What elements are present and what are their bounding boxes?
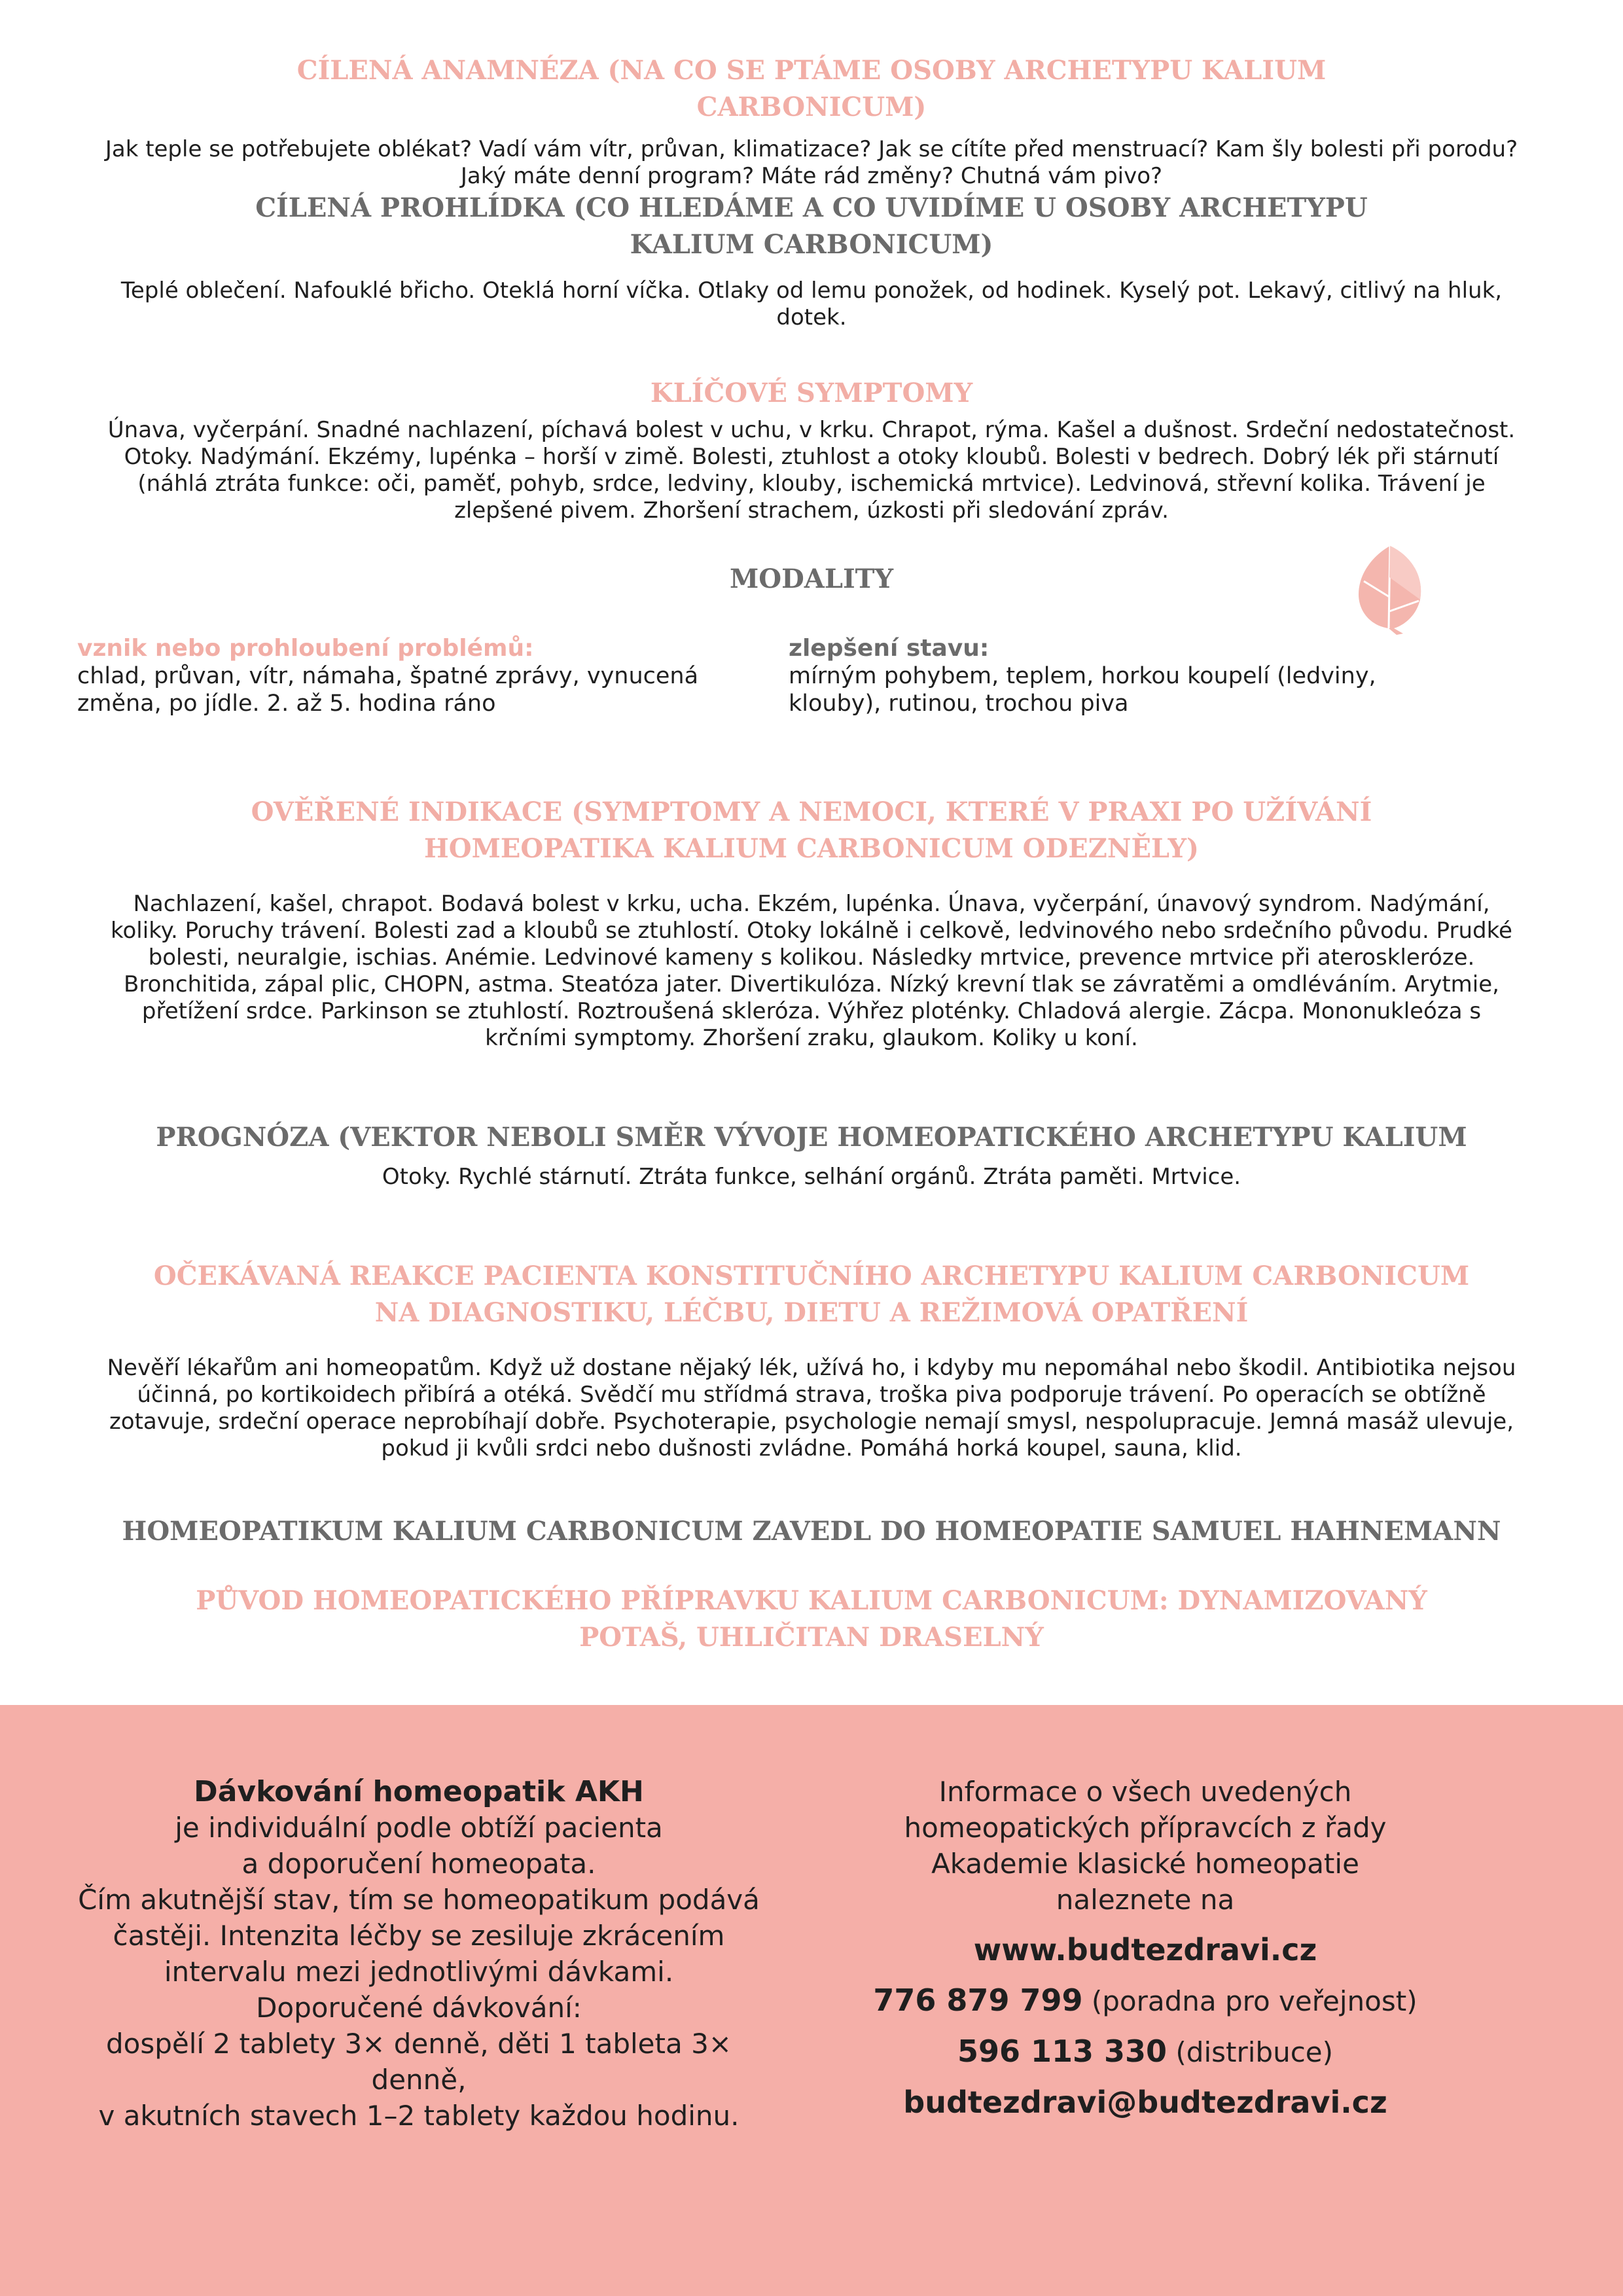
modality-worse-label: vznik nebo prohloubení problémů: — [77, 635, 534, 662]
phone-public-note: (poradna pro veřejnost) — [1091, 1985, 1418, 2017]
text-symptomy: Únava, vyčerpání. Snadné nachlazení, píchavá bolest v uchu, v krku. Chrapot, rýma. Kašel a dušnost. Srdeční nedostatečnost. Otoky. Nadýmání. Ekzémy, lupénka – horší v zimě. Bolesti, ztuhlost a otoky kloubů. Bolesti v bedrech. Dobrý lék při stárnutí (náhlá ztráta funkce: oči, paměť, pohyb, srdce, ledviny, klouby, ischemická mrtvice). Ledvinová, střevní kolika. Trávení je zlepšené pivem. Zhoršení strachem, úzkosti při sledování zpráv. — [107, 417, 1516, 524]
section-zavedl — [0, 1513, 1623, 1550]
footer-panel — [0, 1705, 1623, 2296]
section-reakce — [0, 1258, 1623, 1462]
dosing-line-2: a doporučení homeopata. — [241, 1848, 596, 1880]
text-reakce: Nevěří lékařům ani homeopatům. Když už dostane nějaký lék, užívá ho, i kdyby mu nepomáhal nebo škodil. Antibiotika nejsou účinná, po kortikoidech přibírá a otéká. Svědčí mu střídmá strava, troška piva podporuje trávení. Po operacích se obtížně zotavuje, srdeční operace neprobíhají dobře. Psychoterapie, psychologie nemají smysl, nespolupracuje. Jemná masáž ulevuje, pokud ji kvůli srdci nebo dušnosti zvládne. Pomáhá horká koupel, sauna, klid. — [107, 1355, 1516, 1462]
modality-worse — [77, 635, 738, 717]
text-anamneza: Jak teple se potřebujete oblékat? Vadí vám vítr, průvan, klimatizace? Jak se cítíte před menstruací? Kam šly bolesti při porodu? Jaký máte denní program? Máte rád změny? Chutná vám pivo? — [105, 136, 1518, 189]
section-anamneza — [0, 52, 1623, 190]
text-prohlidka: Teplé oblečení. Nafouklé břicho. Oteklá horní víčka. Otlaky od lemu ponožek, od hodinek. Kyselý pot. Lekavý, citlivý na hluk, dotek. — [120, 278, 1503, 331]
section-prognoza — [0, 1119, 1623, 1191]
info-line-3: naleznete na — [1056, 1884, 1235, 1916]
heading-anamneza: CÍLENÁ ANAMNÉZA (NA CO SE PTÁME OSOBY ARCHETYPU KALIUM CARBONICUM) — [296, 55, 1327, 122]
modality-worse-text: chlad, průvan, vítr, námaha, špatné zprávy, vynucená změna, po jídle. 2. až 5. hodina ráno — [77, 663, 699, 717]
dosing-title: Dávkování homeopatik AKH — [194, 1775, 644, 1808]
section-symptomy — [0, 375, 1623, 524]
phone-distribution-number[interactable]: 596 113 330 — [957, 2034, 1168, 2069]
heading-puvod: PŮVOD HOMEOPATICKÉHO PŘÍPRAVKU KALIUM CARBONICUM: DYNAMIZOVANÝ POTAŠ, UHLIČITAN DRASELNÝ — [196, 1585, 1427, 1653]
text-indikace: Nachlazení, kašel, chrapot. Bodavá bolest v krku, ucha. Ekzém, lupénka. Únava, vyčerpání, únavový syndrom. Nadýmání, koliky. Poruchy trávení. Bolesti zad a kloubů se ztuhlostí. Otoky lokálně i celkově, ledvinového nebo srdečního původu. Prudké bolesti, neuralgie, ischias. Anémie. Ledvinové kameny s kolikou. Následky mrtvice, prevence mrtvice při ateroskleróze. Bronchitida, zápal plic, CHOPN, astma. Steatóza jater. Divertikulóza. Nízký krevní tlak se závratěmi a omdléváním. Arytmie, přetížení srdce. Parkinson se ztuhlostí. Roztroušená skleróza. Výhřez ploténky. Chladová alergie. Zácpa. Mononukleóza s krčními symptomy. Zhoršení zraku, glaukom. Koliky u koní. — [111, 891, 1512, 1051]
phone-distribution[interactable] — [785, 2034, 1505, 2070]
dosing-column — [72, 1774, 766, 2134]
heading-reakce: OČEKÁVANÁ REAKCE PACIENTA KONSTITUČNÍHO ARCHETYPU KALIUM CARBONICUM NA DIAGNOSTIKU, LÉČBU, DIETU A REŽIMOVÁ OPATŘENÍ — [153, 1261, 1470, 1328]
heading-zavedl: HOMEOPATIKUM KALIUM CARBONICUM ZAVEDL DO HOMEOPATIE SAMUEL HAHNEMANN — [122, 1516, 1501, 1547]
info-line-1: Informace o všech uvedených homeopatických přípravcích z řady — [904, 1776, 1387, 1844]
phone-distribution-note: (distribuce) — [1175, 2036, 1334, 2068]
heading-modality: MODALITY — [730, 564, 893, 594]
heading-indikace: OVĚŘENÉ INDIKACE (SYMPTOMY A NEMOCI, KTERÉ V PRAXI PO UŽÍVÁNÍ HOMEOPATIKA KALIUM CARBONICUM ODEZNĚLY) — [251, 797, 1372, 864]
email-link[interactable]: budtezdravi@budtezdravi.cz — [903, 2085, 1387, 2120]
section-prohlidka — [0, 190, 1623, 331]
dosing-line-4: Doporučené dávkování: — [256, 1992, 582, 2024]
modality-better-label: zlepšení stavu: — [789, 635, 990, 662]
website-link[interactable]: www.budtezdravi.cz — [973, 1932, 1317, 1967]
dosing-line-1: je individuální podle obtíží pacienta — [175, 1812, 663, 1844]
heading-prognoza: PROGNÓZA (VEKTOR NEBOLI SMĚR VÝVOJE HOMEOPATICKÉHO ARCHETYPU KALIUM — [156, 1122, 1467, 1153]
modality-better — [789, 635, 1443, 717]
section-indikace — [0, 794, 1623, 1052]
info-column — [785, 1774, 1505, 2121]
modality-better-text: mírným pohybem, teplem, horkou koupelí (ledviny, klouby), rutinou, trochou piva — [789, 663, 1376, 717]
dosing-line-3: Čím akutnější stav, tím se homeopatikum podává častěji. Intenzita léčby se zesiluje zkrácením intervalu mezi jednotlivými dávkami. — [78, 1884, 760, 1988]
text-prognoza: Otoky. Rychlé stárnutí. Ztráta funkce, selhání orgánů. Ztráta paměti. Mrtvice. — [382, 1164, 1241, 1190]
section-puvod — [0, 1583, 1623, 1656]
phone-public-number[interactable]: 776 879 799 — [873, 1982, 1083, 2018]
dosing-line-5: dospělí 2 tablety 3× denně, děti 1 tableta 3× denně, — [106, 2028, 732, 2096]
phone-public[interactable] — [785, 1982, 1505, 2019]
leaf-icon — [1356, 543, 1424, 635]
dosing-line-6: v akutních stavech 1–2 tablety každou hodinu. — [98, 2100, 740, 2132]
info-line-2: Akademie klasické homeopatie — [931, 1848, 1359, 1880]
heading-prohlidka: CÍLENÁ PROHLÍDKA (CO HLEDÁME A CO UVIDÍME U OSOBY ARCHETYPU KALIUM CARBONICUM) — [255, 192, 1368, 260]
heading-symptomy: KLÍČOVÉ SYMPTOMY — [650, 378, 973, 408]
